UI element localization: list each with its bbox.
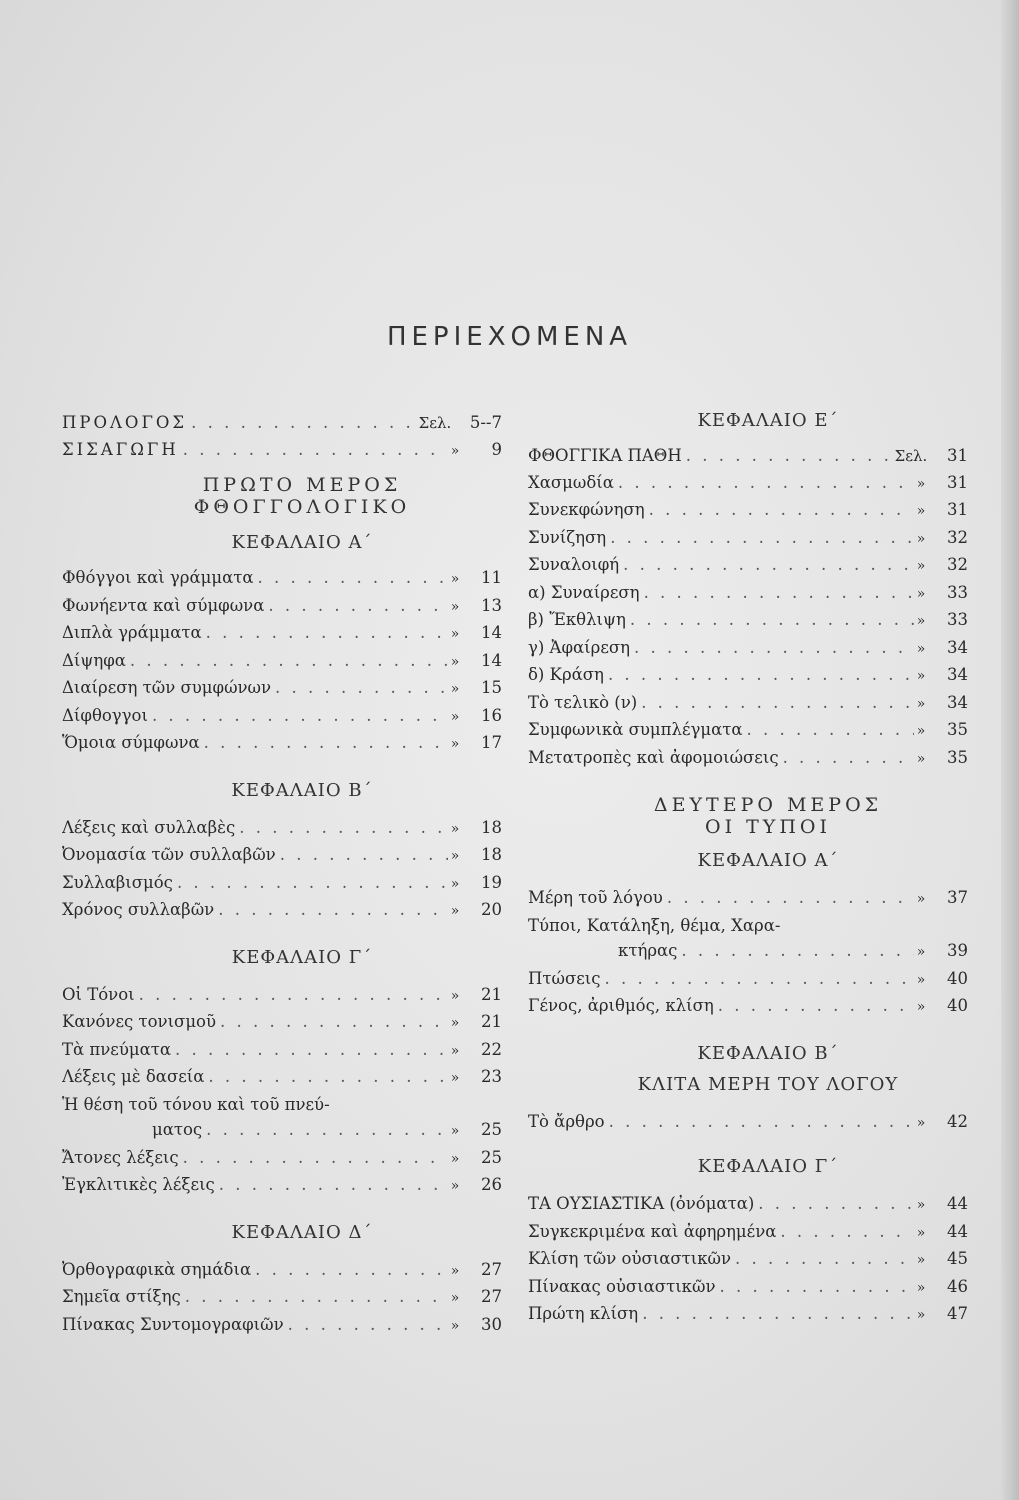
toc-entry[interactable] bbox=[528, 470, 968, 498]
page-number: 20 bbox=[481, 900, 502, 919]
page-number: 35 bbox=[947, 720, 968, 739]
toc-entry[interactable] bbox=[62, 815, 502, 843]
dot-leader bbox=[179, 1145, 448, 1171]
dot-leader bbox=[187, 410, 418, 436]
dot-leader bbox=[216, 1009, 448, 1035]
page-marker: » bbox=[450, 571, 460, 587]
toc-entry-title: Πίνακας οὐσιαστικῶν bbox=[528, 1276, 716, 1296]
page-number: 25 bbox=[481, 1147, 502, 1167]
page-number: 13 bbox=[481, 595, 502, 615]
page-marker: » bbox=[450, 875, 460, 892]
toc-entry[interactable] bbox=[62, 1284, 502, 1312]
page-marker: » bbox=[450, 708, 460, 725]
page-marker: » bbox=[916, 558, 926, 574]
toc-entry-title: Λέξεις μὲ δασεία bbox=[62, 1067, 205, 1086]
page-marker: » bbox=[450, 442, 460, 459]
toc-entry[interactable] bbox=[62, 703, 502, 731]
page-marker: » bbox=[916, 640, 926, 657]
dot-leader bbox=[604, 662, 914, 688]
dot-leader bbox=[284, 1312, 448, 1338]
toc-entry[interactable] bbox=[62, 982, 502, 1010]
toc-entry-title: Τύποι, Κατάληξη, θέμα, Χαρα- bbox=[528, 915, 781, 935]
toc-entry-title: Ὀνομασία τῶν συλλαβῶν bbox=[62, 845, 276, 864]
page-number: 44 bbox=[947, 1194, 968, 1213]
dot-leader bbox=[601, 966, 915, 992]
toc-entry[interactable] bbox=[62, 870, 502, 898]
spacer bbox=[528, 1177, 968, 1191]
dot-leader bbox=[148, 703, 448, 729]
spacer bbox=[528, 838, 968, 850]
page-number: 27 bbox=[481, 1259, 502, 1279]
dot-leader bbox=[640, 580, 914, 606]
page-number: 33 bbox=[947, 610, 968, 629]
toc-entry-title: Κλίση τῶν οὐσιαστικῶν bbox=[528, 1249, 732, 1268]
toc-entry[interactable] bbox=[528, 938, 968, 966]
page-marker: » bbox=[916, 1307, 926, 1323]
page-number: 18 bbox=[481, 845, 502, 864]
toc-entry-title: Κανόνες τονισμοῦ bbox=[62, 1012, 217, 1031]
dot-leader bbox=[779, 745, 914, 771]
page-number: 26 bbox=[481, 1175, 502, 1194]
toc-entry[interactable] bbox=[62, 675, 502, 703]
page-number: 14 bbox=[481, 623, 502, 642]
page-number: 19 bbox=[481, 872, 502, 892]
toc-entry-title: Συγκεκριμένα καὶ ἀφηρημένα bbox=[528, 1221, 777, 1241]
dot-leader bbox=[235, 815, 448, 841]
spacer bbox=[62, 553, 502, 565]
dot-leader bbox=[776, 1219, 914, 1245]
dot-leader bbox=[202, 1117, 448, 1143]
toc-entry-title: ματος bbox=[152, 1120, 203, 1139]
page-number: 45 bbox=[947, 1249, 968, 1268]
toc-entry[interactable] bbox=[62, 648, 502, 676]
dot-leader bbox=[200, 730, 448, 756]
toc-entry-title: ΦΘΟΓΓΙΚΑ ΠΑΘΗ bbox=[528, 446, 682, 465]
page-number: 18 bbox=[481, 817, 502, 837]
dot-leader bbox=[682, 443, 894, 469]
toc-entry-title: Πτώσεις bbox=[528, 968, 601, 988]
spacer bbox=[62, 464, 502, 474]
spacer bbox=[528, 1095, 968, 1109]
page-number: 33 bbox=[947, 582, 968, 602]
toc-entry[interactable] bbox=[528, 1109, 968, 1137]
section-heading: ΔΕΥΤΕΡΟ ΜΕΡΟΣ bbox=[653, 794, 883, 816]
page-number: 39 bbox=[947, 941, 968, 960]
page-marker: » bbox=[916, 1197, 926, 1213]
toc-entry-title: Συμφωνικὰ συμπλέγματα bbox=[528, 720, 743, 739]
toc-entry[interactable] bbox=[528, 1246, 968, 1274]
section-heading: ΚΕΦΑΛΑΙΟ Α΄ bbox=[231, 532, 373, 553]
toc-right-column bbox=[528, 410, 968, 1329]
toc-entry-title: Διαίρεση τῶν συμφώνων bbox=[62, 678, 272, 697]
page-number: 34 bbox=[947, 692, 968, 712]
spacer bbox=[62, 758, 502, 780]
page-number: 34 bbox=[947, 665, 968, 684]
page-number: 30 bbox=[481, 1314, 502, 1334]
dot-leader bbox=[714, 993, 914, 1019]
page-marker: » bbox=[916, 971, 926, 988]
toc-entry[interactable] bbox=[62, 620, 502, 648]
toc-entry-title: Χασμωδία bbox=[528, 472, 614, 492]
page-number: 31 bbox=[947, 500, 968, 519]
page-marker: » bbox=[916, 613, 926, 629]
page-marker: » bbox=[916, 723, 926, 739]
toc-entry-title: Συλλαβισμός bbox=[62, 872, 173, 892]
dot-leader bbox=[276, 842, 448, 868]
toc-entry-title: Μέρη τοῦ λόγου bbox=[528, 888, 663, 907]
page-number: 21 bbox=[481, 984, 502, 1004]
section-heading: ΟΙ ΤΥΠΟΙ bbox=[705, 816, 831, 838]
dot-leader bbox=[179, 437, 448, 463]
toc-entry[interactable] bbox=[528, 662, 968, 690]
toc-entry-title: Ὀρθογραφικὰ σημάδια bbox=[62, 1259, 252, 1279]
dot-leader bbox=[202, 620, 448, 646]
toc-entry-title: κτήρας bbox=[618, 941, 678, 960]
page-marker: » bbox=[450, 1042, 460, 1059]
section-heading: ΚΕΦΑΛΑΙΟ Α΄ bbox=[697, 850, 839, 871]
page-marker: » bbox=[450, 1070, 460, 1086]
dot-leader bbox=[645, 497, 914, 523]
dot-leader bbox=[626, 607, 914, 633]
toc-entry-line bbox=[528, 913, 968, 939]
toc-entry[interactable] bbox=[528, 1274, 968, 1302]
page-number: 46 bbox=[947, 1276, 968, 1296]
page-marker: » bbox=[916, 475, 926, 492]
page-marker: » bbox=[916, 1252, 926, 1268]
toc-entry-title: α) Συναίρεση bbox=[528, 582, 640, 602]
page-number: 14 bbox=[481, 650, 502, 670]
page-marker: » bbox=[450, 681, 460, 697]
page-marker: » bbox=[450, 626, 460, 642]
dot-leader bbox=[743, 717, 915, 743]
page-number: 31 bbox=[947, 446, 968, 465]
page-marker: » bbox=[916, 999, 926, 1015]
page-marker: » bbox=[450, 820, 460, 837]
dot-leader bbox=[171, 1037, 448, 1063]
dot-leader bbox=[606, 525, 914, 551]
toc-entry-title: Συνίζηση bbox=[528, 527, 607, 547]
toc-entry-title: Τὸ τελικὸ (ν) bbox=[528, 692, 638, 712]
dot-leader bbox=[614, 470, 914, 496]
toc-entry-title: ΠΡΟΛΟΓΟΣ bbox=[62, 413, 188, 432]
toc-entry[interactable] bbox=[62, 1312, 502, 1340]
toc-left-column bbox=[62, 410, 502, 1339]
section-heading: ΚΕΦΑΛΑΙΟ Β΄ bbox=[231, 779, 373, 801]
toc-entry[interactable] bbox=[528, 885, 968, 913]
spacer bbox=[528, 1136, 968, 1156]
page-marker: » bbox=[916, 944, 926, 960]
page-number: 44 bbox=[947, 1221, 968, 1241]
section-heading: ΚΕΦΑΛΑΙΟ Δ΄ bbox=[231, 1221, 373, 1243]
toc-entry[interactable] bbox=[528, 1191, 968, 1219]
page-marker: » bbox=[916, 585, 926, 602]
dot-leader bbox=[181, 1284, 448, 1310]
spacer bbox=[62, 801, 502, 815]
toc-entry-title: Μετατροπὲς καὶ ἀφομοιώσεις bbox=[528, 747, 779, 767]
page-marker: » bbox=[916, 891, 926, 907]
toc-entry[interactable] bbox=[62, 1172, 502, 1200]
toc-entry-line bbox=[62, 1092, 502, 1118]
page-marker: » bbox=[450, 1178, 460, 1194]
page-number: 40 bbox=[947, 968, 968, 988]
page-marker: » bbox=[450, 1290, 460, 1306]
page-number: 9 bbox=[491, 439, 502, 459]
spacer bbox=[62, 925, 502, 947]
toc-entry-title: Οἱ Τόνοι bbox=[62, 984, 135, 1004]
page-edge-shadow bbox=[1001, 0, 1019, 1500]
toc-entry-title: β) Ἔκθλιψη bbox=[528, 610, 626, 629]
page-number: 47 bbox=[947, 1304, 968, 1323]
page-marker: » bbox=[450, 1123, 460, 1139]
section-heading: ΦΘΟΓΓΟΛΟΓΙΚΟ bbox=[193, 496, 411, 518]
spacer bbox=[528, 772, 968, 794]
dot-leader bbox=[126, 648, 448, 674]
page-number: 42 bbox=[947, 1111, 968, 1131]
spacer bbox=[528, 431, 968, 443]
toc-entry-title: Ἐγκλιτικὲς λέξεις bbox=[62, 1175, 215, 1194]
page-marker: » bbox=[450, 1150, 460, 1167]
page-number: 15 bbox=[481, 678, 502, 697]
toc-entry-title: Ὅμοια σύμφωνα bbox=[62, 733, 200, 752]
section-heading: ΚΛΙΤΑ ΜΕΡΗ ΤΟΥ ΛΟΓΟΥ bbox=[637, 1073, 899, 1095]
spacer bbox=[62, 518, 502, 532]
toc-entry[interactable] bbox=[62, 730, 502, 758]
toc-entry-title: Φωνήεντα καὶ σύμφωνα bbox=[62, 595, 265, 615]
dot-leader bbox=[135, 982, 448, 1008]
page-number: 35 bbox=[947, 747, 968, 767]
toc-entry[interactable] bbox=[62, 1037, 502, 1065]
toc-entry-title: Διπλὰ γράμματα bbox=[62, 623, 202, 642]
dot-leader bbox=[637, 690, 914, 716]
toc-entry[interactable] bbox=[528, 966, 968, 994]
toc-entry[interactable] bbox=[528, 1301, 968, 1329]
dot-leader bbox=[677, 938, 914, 964]
toc-entry[interactable] bbox=[528, 745, 968, 773]
toc-entry[interactable] bbox=[62, 565, 502, 593]
page-number: 37 bbox=[947, 888, 968, 907]
page-marker: » bbox=[450, 1262, 460, 1279]
page-number: 32 bbox=[947, 555, 968, 574]
toc-entry[interactable] bbox=[62, 1117, 502, 1145]
toc-entry[interactable] bbox=[528, 443, 968, 470]
toc-entry-title: ΣΙΣΑΓΩΓΗ bbox=[62, 439, 179, 459]
toc-entry-title: Δίψηφα bbox=[62, 650, 126, 670]
toc-entry[interactable] bbox=[62, 1257, 502, 1285]
page-marker: » bbox=[916, 503, 926, 519]
page-title: ΠΕΡΙΕΧΟΜΕΝΑ bbox=[386, 322, 633, 352]
spacer bbox=[62, 1200, 502, 1222]
dot-leader bbox=[731, 1246, 914, 1272]
dot-leader bbox=[214, 897, 448, 923]
toc-entry-title: Ἡ θέση τοῦ τόνου καὶ τοῦ πνεύ- bbox=[62, 1094, 330, 1114]
section-heading: ΠΡΩΤΟ ΜΕΡΟΣ bbox=[202, 474, 402, 496]
toc-entry-title: γ) Ἀφαίρεση bbox=[528, 637, 631, 657]
page-marker: » bbox=[916, 1279, 926, 1296]
section-heading: ΚΕΦΑΛΑΙΟ Β΄ bbox=[697, 1042, 839, 1064]
toc-entry-title: Τὰ πνεύματα bbox=[62, 1039, 171, 1059]
section-heading: ΚΕΦΑΛΑΙΟ Ε΄ bbox=[697, 410, 839, 431]
page-marker: » bbox=[450, 653, 460, 670]
spacer bbox=[62, 1243, 502, 1257]
toc-entry[interactable] bbox=[528, 525, 968, 553]
page-marker: » bbox=[916, 1114, 926, 1131]
toc-entry[interactable] bbox=[528, 552, 968, 580]
toc-entry-title: Χρόνος συλλαβῶν bbox=[62, 900, 215, 919]
spacer bbox=[528, 871, 968, 885]
toc-entry[interactable] bbox=[62, 1064, 502, 1092]
toc-entry-title: Γένος, ἀριθμός, κλίση bbox=[528, 996, 714, 1015]
dot-leader bbox=[264, 593, 448, 619]
toc-entry-title: Λέξεις καὶ συλλαβὲς bbox=[62, 817, 236, 837]
dot-leader bbox=[605, 1109, 914, 1135]
toc-entry[interactable] bbox=[62, 410, 502, 437]
toc-entry-title: Φθόγγοι καὶ γράμματα bbox=[62, 568, 254, 587]
toc-entry-title: Συνεκφώνηση bbox=[528, 500, 645, 519]
dot-leader bbox=[663, 885, 914, 911]
dot-leader bbox=[638, 1301, 914, 1327]
page-marker: » bbox=[450, 598, 460, 615]
toc-entry[interactable] bbox=[528, 580, 968, 608]
dot-leader bbox=[254, 565, 449, 591]
page-number: 40 bbox=[947, 996, 968, 1015]
page-number: 34 bbox=[947, 637, 968, 657]
page-number: 27 bbox=[481, 1287, 502, 1306]
toc-entry[interactable] bbox=[528, 690, 968, 718]
dot-leader bbox=[715, 1274, 914, 1300]
toc-entry[interactable] bbox=[528, 635, 968, 663]
toc-entry-title: Σημεῖα στίξης bbox=[62, 1287, 181, 1306]
page-marker: » bbox=[450, 987, 460, 1004]
page-marker: Σελ. bbox=[894, 447, 928, 465]
spacer bbox=[528, 1064, 968, 1074]
toc-entry-title: Τὸ ἄρθρο bbox=[528, 1111, 605, 1131]
page-marker: » bbox=[916, 1224, 926, 1241]
page-marker: » bbox=[450, 1015, 460, 1031]
page-marker: » bbox=[450, 736, 460, 752]
toc-entry[interactable] bbox=[528, 717, 968, 745]
toc-entry[interactable] bbox=[62, 897, 502, 925]
dot-leader bbox=[271, 675, 448, 701]
toc-entry[interactable] bbox=[528, 607, 968, 635]
toc-entry-title: δ) Κράση bbox=[528, 665, 604, 684]
toc-entry-title: Πρώτη κλίση bbox=[528, 1304, 639, 1323]
page-marker: » bbox=[916, 695, 926, 712]
page-marker: » bbox=[916, 530, 926, 547]
page-number: 16 bbox=[481, 705, 502, 725]
page-number: 21 bbox=[481, 1012, 502, 1031]
section-heading: ΚΕΦΑΛΑΙΟ Γ΄ bbox=[231, 946, 373, 968]
page-marker: » bbox=[450, 903, 460, 919]
dot-leader bbox=[630, 635, 914, 661]
section-heading: ΚΕΦΑΛΑΙΟ Γ΄ bbox=[697, 1156, 839, 1177]
toc-entry[interactable] bbox=[62, 842, 502, 870]
toc-entry-title: Ἄτονες λέξεις bbox=[62, 1147, 179, 1167]
toc-entry-title: Συναλοιφή bbox=[528, 555, 620, 574]
page-marker: » bbox=[450, 1317, 460, 1334]
page-marker: Σελ. bbox=[418, 414, 452, 432]
page-number: 23 bbox=[481, 1067, 502, 1086]
spacer bbox=[528, 1021, 968, 1043]
toc-entry-title: Δίφθογγοι bbox=[62, 705, 148, 725]
toc-entry[interactable] bbox=[528, 1219, 968, 1247]
page-number: 32 bbox=[947, 527, 968, 547]
page-marker: » bbox=[916, 668, 926, 684]
toc-entry[interactable] bbox=[528, 993, 968, 1021]
dot-leader bbox=[173, 870, 448, 896]
dot-leader bbox=[619, 552, 914, 578]
page-number: 25 bbox=[481, 1120, 502, 1139]
toc-entry-title: Πίνακας Συντομογραφιῶν bbox=[62, 1314, 284, 1334]
dot-leader bbox=[215, 1172, 448, 1198]
page-number: 5--7 bbox=[469, 413, 502, 432]
page-number: 31 bbox=[947, 472, 968, 492]
toc-entry[interactable] bbox=[62, 1145, 502, 1173]
dot-leader bbox=[204, 1064, 448, 1090]
toc-entry[interactable] bbox=[528, 497, 968, 525]
dot-leader bbox=[754, 1191, 914, 1217]
toc-entry[interactable] bbox=[62, 437, 502, 465]
dot-leader bbox=[251, 1257, 448, 1283]
spacer bbox=[62, 968, 502, 982]
toc-entry[interactable] bbox=[62, 593, 502, 621]
page-number: 17 bbox=[481, 733, 502, 752]
toc-entry[interactable] bbox=[62, 1009, 502, 1037]
toc-entry-title: ΤΑ ΟΥΣΙΑΣΤΙΚΑ (ὀνόματα) bbox=[528, 1194, 755, 1213]
page-number: 22 bbox=[481, 1039, 502, 1059]
page-marker: » bbox=[916, 750, 926, 767]
page-number: 11 bbox=[481, 568, 502, 587]
page-marker: » bbox=[450, 848, 460, 864]
